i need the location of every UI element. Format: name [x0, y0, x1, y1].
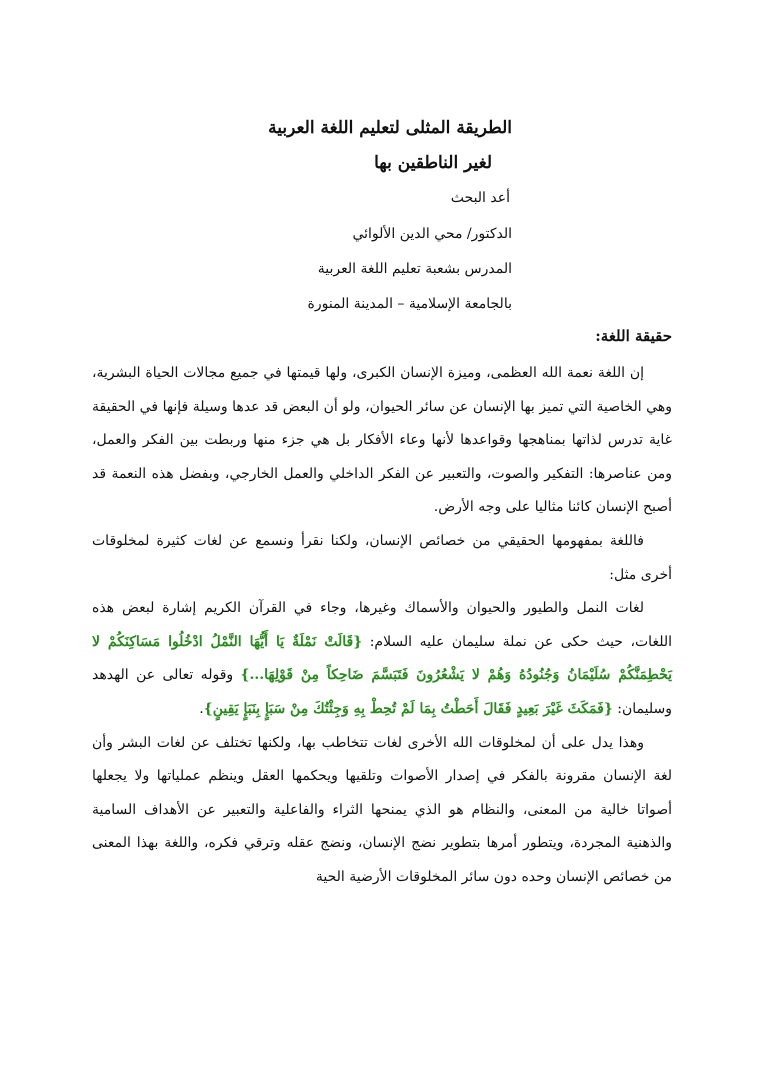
quran-verse-1: {قَالَتْ نَمْلَةٌ يَا أَيُّهَا النَّمْلُ ادْخُلُوا مَسَاكِنَكُمْ لا يَحْطِمَنَّكُمْ سُلَيْمَانُ وَجُنُودُهُ وَهُمْ لا يَشْعُرُونَ فَتَبَسَّمَ ضَاحِكاً مِنْ قَوْلِهَا...} — [92, 633, 673, 684]
paragraph-2: فاللغة بمفهومها الحقيقي من خصائص الإنسان، ولكنا نقرأ ونسمع عن لغات كثيرة لمخلوقات أخرى مثل: — [92, 532, 672, 583]
author-name: الدكتور/ محي الدين الألوائي — [352, 226, 512, 242]
paragraph-3-end: . — [199, 700, 204, 717]
section-heading: حقيقة اللغة: — [595, 327, 672, 345]
paragraph-3-intro: لغات النمل والطيور والحيوان والأسماك وغيرها، وجاء في القرآن الكريم إشارة لبعض هذه اللغات، حيث حكى عن نملة سليمان عليه السلام: — [92, 600, 672, 650]
author-position: المدرس بشعبة تعليم اللغة العربية — [317, 261, 512, 277]
body-text — [92, 357, 672, 895]
title-line-1: الطريقة المثلى لتعليم اللغة العربية — [268, 118, 512, 138]
author-institution: بالجامعة الإسلامية – المدينة المنورة — [307, 296, 512, 312]
paragraph-3 — [92, 592, 672, 726]
prepared-by: أعد البحث — [450, 190, 510, 206]
paragraph-3-middle: وقوله تعالى عن الهدهد وسليمان: — [92, 667, 672, 717]
paragraph-1: إن اللغة نعمة الله العظمى، وميزة الإنسان الكبرى، ولها قيمتها في جميع مجالات الحياة البشرية، وهي الخاصية التي تميز بها الإنسان عن سائر الحيوان، ولو أن البعض قد عدها وسيلة فإنها في الحقيقة غاية تدرس لذاتها بمناهجها وقواعدها لأنها وعاء الأفكار بل هي جزء منها وربطت بين الفكر والعمل، ومن عناصرها: التفكير والصوت، والتعبير عن الفكر الداخلي والعمل الخارجي، وبفضل هذه النعمة قد أصبح الإنسان كائنا مثاليا على وجه الأرض. — [92, 365, 672, 516]
quran-verse-2: {فَمَكَثَ غَيْرَ بَعِيدٍ فَقَالَ أَحَطْتُ بِمَا لَمْ تُحِطْ بِهِ وَجِئْتُكَ مِنْ سَبَإٍ بِنَبَإٍ يَقِينٍ} — [203, 700, 613, 717]
title-line-2: لغير الناطقين بها — [374, 153, 492, 173]
paragraph-4: وهذا يدل على أن لمخلوقات الله الأخرى لغات تتخاطب بها، ولكنها تختلف عن لغات البشر وأن لغة الإنسان مقرونة بالفكر في إصدار الأصوات وتلقيها ويحكمها العقل وينظم عملياتها ولا يجعلها أصواتا خالية من المعنى، والنظام هو الذي يمنحها الثراء والفاعلية والتعبير عن الأهداف السامية والذهنية المجردة، ويتطور أمرها بتطوير نضج الإنسان، ونضج عقله وترقي فكره، واللغة بهذا المعنى من خصائص الإنسان وحده دون سائر المخلوقات الأرضية الحية — [92, 734, 672, 885]
